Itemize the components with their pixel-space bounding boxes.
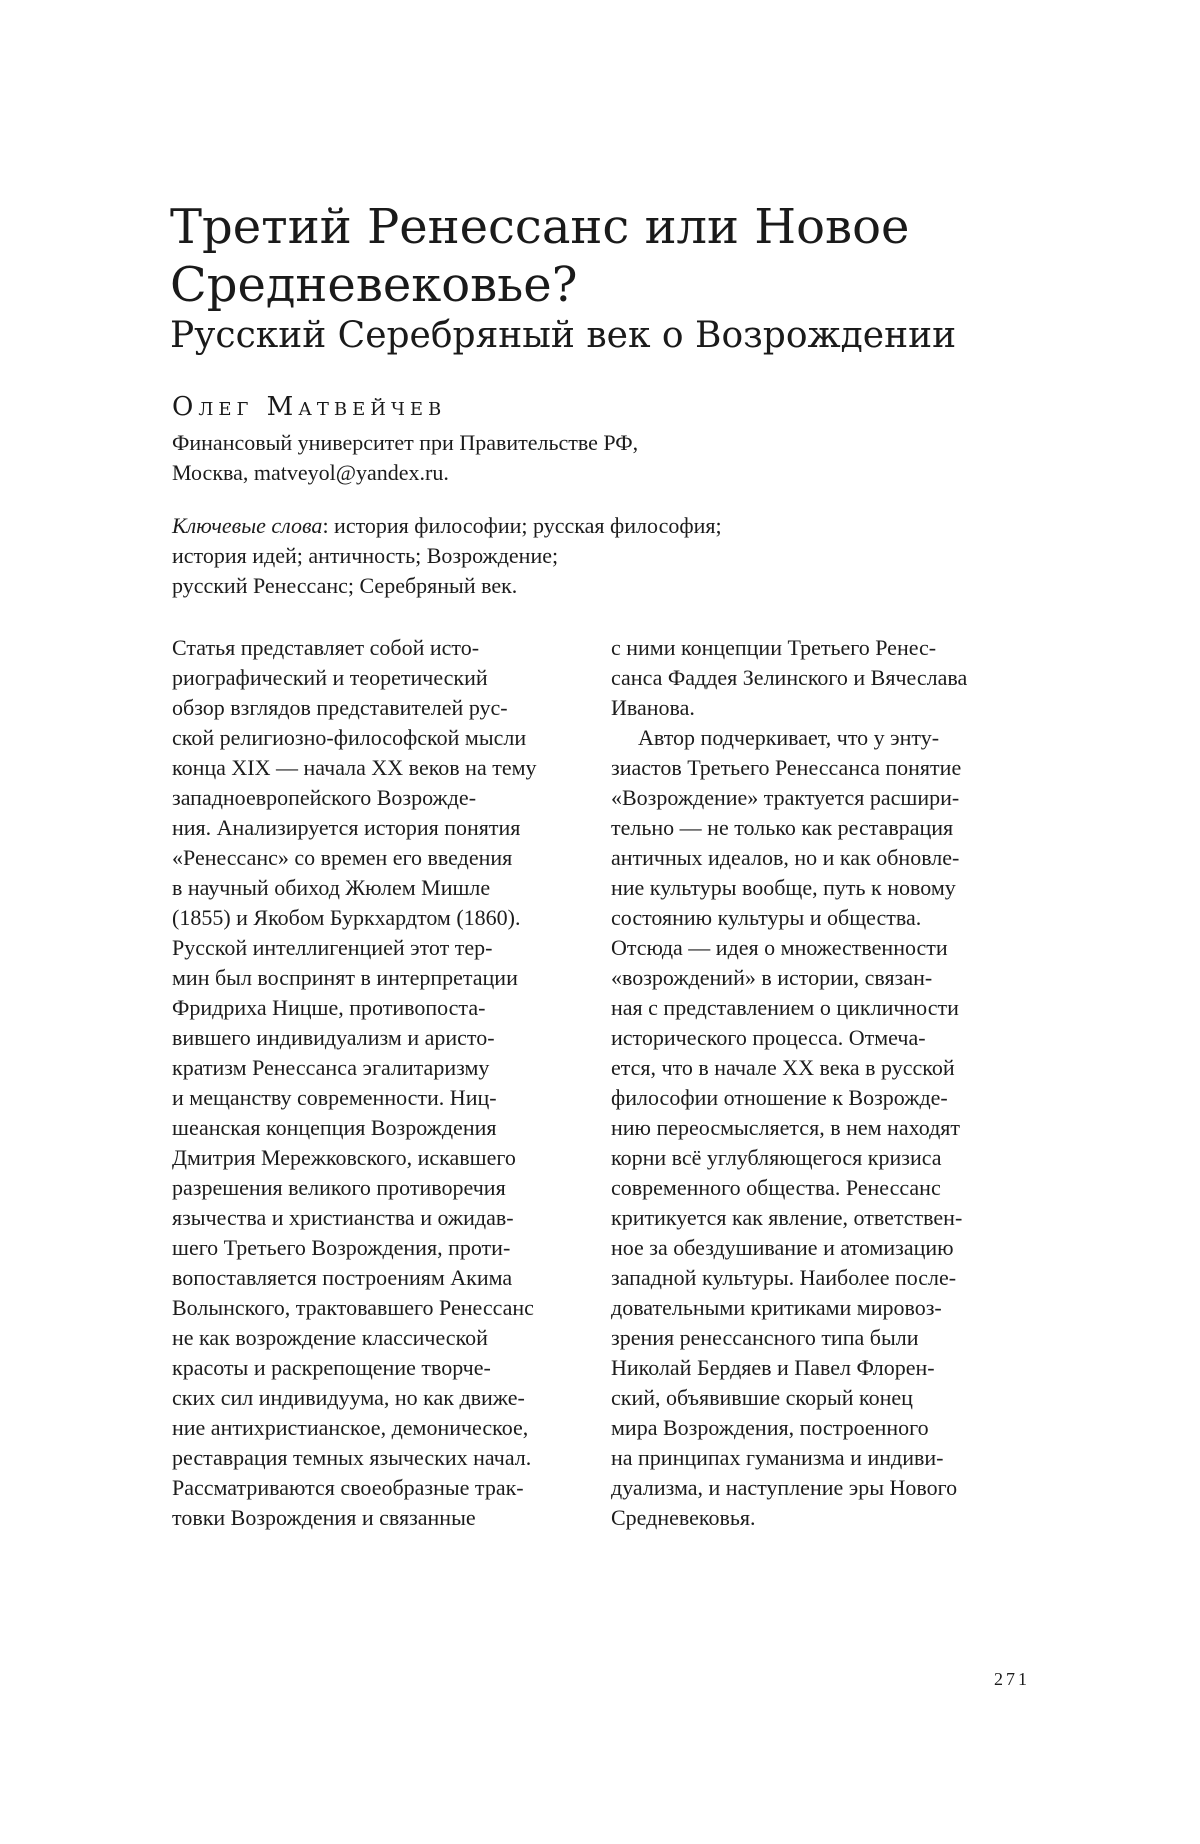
keywords-line — [172, 511, 872, 541]
abstract-paragraph — [611, 723, 1021, 1533]
abstract-line: вившего индивидуализм и аристо- — [172, 1025, 495, 1050]
abstract-line: античных идеалов, но и как обновле- — [611, 845, 960, 870]
abstract-line: Отсюда — идея о множественности — [611, 935, 948, 960]
page-number: 271 — [994, 1669, 1030, 1689]
abstract-line: «Возрождение» трактуется расшири- — [611, 785, 960, 810]
abstract-line: ния. Анализируется история понятия — [172, 815, 521, 840]
abstract-line: шеанская концепция Возрождения — [172, 1115, 497, 1140]
abstract-line: санса Фаддея Зелинского и Вячеслава — [611, 665, 968, 690]
title-line: Третий Ренессанс или Новое — [170, 199, 910, 255]
abstract-line: мира Возрождения, построенного — [611, 1415, 929, 1440]
abstract-line: «Ренессанс» со времен его введения — [172, 845, 513, 870]
abstract-line: критикуется как явление, ответствен- — [611, 1205, 963, 1230]
abstract-line: тельно — не только как реставрация — [611, 815, 954, 840]
abstract-line: конца XIX — начала XX веков на тему — [172, 755, 537, 780]
abstract-line: ное за обездушивание и атомизацию — [611, 1235, 954, 1260]
abstract-line: красоты и раскрепощение творче- — [172, 1355, 491, 1380]
affiliation-line: Финансовый университет при Правительстве РФ, — [172, 430, 639, 455]
abstract-line: Николай Бердяев и Павел Флорен- — [611, 1355, 935, 1380]
abstract-line: (1855) и Якобом Буркхардтом (1860). — [172, 905, 521, 930]
abstract-line: ная с представлением о цикличности — [611, 995, 959, 1020]
keywords-label: Ключевые слова — [172, 513, 323, 538]
abstract-line: разрешения великого противоречия — [172, 1175, 506, 1200]
abstract-paragraph — [611, 633, 1021, 723]
abstract-right-column — [611, 633, 1021, 1533]
abstract-line: Статья представляет собой исто- — [172, 635, 480, 660]
abstract-line: ский, объявившие скорый конец — [611, 1385, 913, 1410]
abstract-line: Рассматриваются своеобразные трак- — [172, 1475, 524, 1500]
keywords-text: : история философии; русская философия; — [322, 513, 722, 538]
abstract-line: корни всё углубляющегося кризиса — [611, 1145, 942, 1170]
abstract-line: довательными критиками мировоз- — [611, 1295, 942, 1320]
abstract-line: философии отношение к Возрожде- — [611, 1085, 948, 1110]
abstract-line: товки Возрождения и связанные — [172, 1505, 476, 1530]
article-title — [170, 198, 1070, 314]
abstract-line: кратизм Ренессанса эгалитаризму — [172, 1055, 490, 1080]
abstract-line: Автор подчеркивает, что у энту- — [638, 725, 940, 750]
abstract-line: Иванова. — [611, 695, 695, 720]
abstract-line: западноевропейского Возрожде- — [172, 785, 477, 810]
abstract-line: ской религиозно-философской мысли — [172, 725, 527, 750]
abstract-line: не как возрождение классической — [172, 1325, 488, 1350]
abstract-line: реставрация темных языческих начал. — [172, 1445, 532, 1470]
abstract-line: Русской интеллигенцией этот тер- — [172, 935, 493, 960]
abstract-line: вопоставляется построениям Акима — [172, 1265, 513, 1290]
keywords-line: русский Ренессанс; Серебряный век. — [172, 573, 518, 598]
abstract-line: Дмитрия Мережковского, искавшего — [172, 1145, 516, 1170]
abstract-line: современного общества. Ренессанс — [611, 1175, 941, 1200]
abstract-line: с ними концепции Третьего Ренес- — [611, 635, 937, 660]
abstract-line: исторического процесса. Отмеча- — [611, 1025, 926, 1050]
abstract-line: зрения ренессансного типа были — [611, 1325, 919, 1350]
abstract-line: ется, что в начале XX века в русской — [611, 1055, 955, 1080]
abstract-line: шего Третьего Возрождения, проти- — [172, 1235, 511, 1260]
affiliation-line: Москва, matveyol@yandex.ru. — [172, 460, 449, 485]
abstract-line: Средневековья. — [611, 1505, 756, 1530]
abstract-line: на принципах гуманизма и индиви- — [611, 1445, 944, 1470]
author-name: Олег Матвейчев — [172, 392, 447, 422]
article-subtitle: Русский Серебряный век о Возрождении — [170, 315, 957, 356]
keywords-line: история идей; античность; Возрождение; — [172, 543, 559, 568]
abstract-left-column — [172, 633, 582, 1533]
abstract-line: в научный обиход Жюлем Мишле — [172, 875, 491, 900]
keywords-block — [172, 511, 872, 601]
abstract-line: обзор взглядов представителей рус- — [172, 695, 508, 720]
abstract-line: Фридриха Ницше, противопоста- — [172, 995, 486, 1020]
abstract-line: нию переосмысляется, в нем находят — [611, 1115, 961, 1140]
abstract-line: зиастов Третьего Ренессанса понятие — [611, 755, 962, 780]
abstract-line: язычества и христианства и ожидав- — [172, 1205, 514, 1230]
author-affiliation — [172, 428, 872, 488]
title-line: Средневековье? — [170, 257, 578, 313]
abstract-line: риографический и теоретический — [172, 665, 488, 690]
abstract-line: Волынского, трактовавшего Ренессанс — [172, 1295, 534, 1320]
abstract-line: состоянию культуры и общества. — [611, 905, 922, 930]
abstract-line: мин был воспринят в интерпретации — [172, 965, 518, 990]
abstract-line: «возрождений» в истории, связан- — [611, 965, 933, 990]
abstract-line: западной культуры. Наиболее после- — [611, 1265, 957, 1290]
abstract-line: ние культуры вообще, путь к новому — [611, 875, 956, 900]
abstract-line: ние антихристианское, демоническое, — [172, 1415, 529, 1440]
abstract-line: и мещанству современности. Ниц- — [172, 1085, 497, 1110]
abstract-line: ских сил индивидуума, но как движе- — [172, 1385, 525, 1410]
abstract-line: дуализма, и наступление эры Нового — [611, 1475, 958, 1500]
